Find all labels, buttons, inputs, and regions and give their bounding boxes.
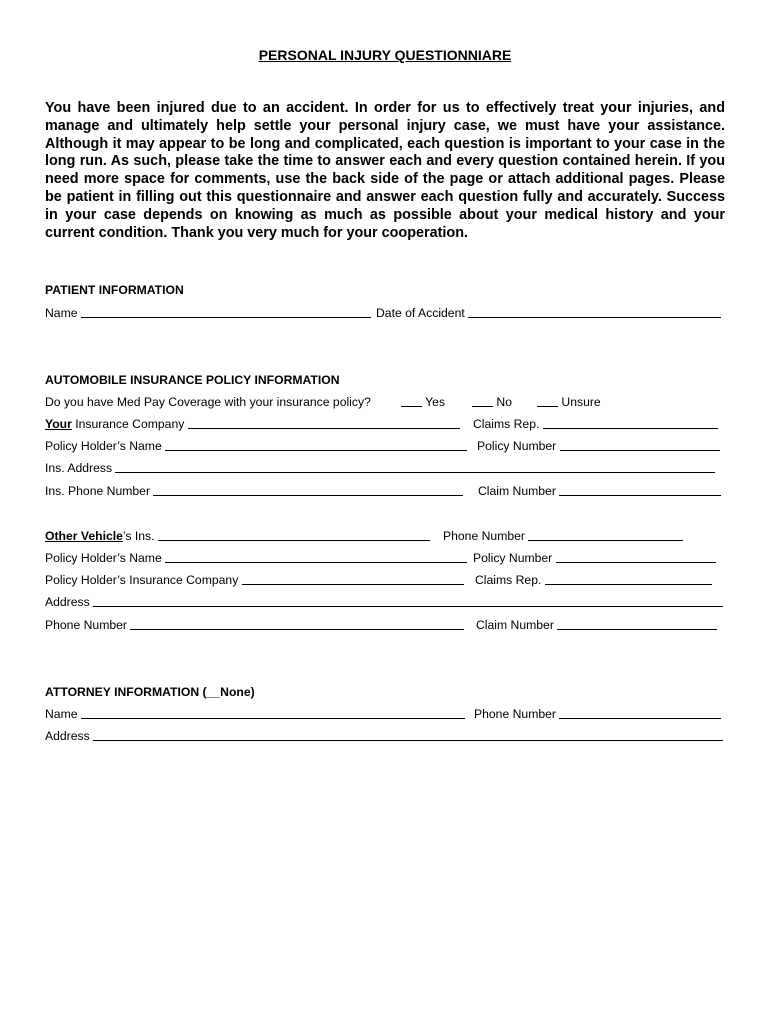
other-vehicle-word: Other Vehicle [45,529,123,543]
medpay-no-label: No [496,395,512,409]
accident-date-label: Date of Accident [376,306,465,320]
your-policy-number-field [477,439,720,453]
other-claim-number-field [476,618,717,632]
other-policy-number-field [473,551,716,565]
your-insurance-company-field [45,417,460,431]
attorney-address-label: Address [45,729,90,743]
patient-section-heading: PATIENT INFORMATION [45,283,184,297]
patient-name-input[interactable] [81,306,371,318]
medpay-unsure-label: Unsure [561,395,601,409]
medpay-no-option[interactable] [472,395,512,409]
ins-address-input[interactable] [115,461,715,473]
medpay-yes-blank[interactable] [401,395,422,407]
attorney-address-input[interactable] [93,729,723,741]
other-claims-rep-label: Claims Rep. [475,573,542,587]
other-policy-number-input[interactable] [556,551,716,563]
holder-ins-company-field [45,573,464,587]
other-phone-number-input[interactable] [130,618,464,630]
medpay-unsure-blank[interactable] [537,395,558,407]
attorney-name-input[interactable] [81,707,465,719]
other-address-field [45,595,723,609]
attorney-phone-field [474,707,721,721]
other-phone-number-field [45,618,464,632]
medpay-yes-label: Yes [425,395,446,409]
ins-phone-input[interactable] [153,484,463,496]
accident-date-input[interactable] [468,306,721,318]
other-address-input[interactable] [93,595,723,607]
other-phone-label: Phone Number [443,529,525,543]
your-policy-number-label: Policy Number [477,439,557,453]
your-claims-rep-label: Claims Rep. [473,417,540,431]
page-title: PERSONAL INJURY QUESTIONNIARE [258,47,512,63]
other-vehicle-ins-field [45,529,430,543]
ins-address-label: Ins. Address [45,461,113,475]
medpay-unsure-option[interactable] [537,395,601,409]
your-word: Your [45,417,72,431]
intro-paragraph: You have been injured due to an accident. In order for us to effectively treat your injuries, and manage and ultimately help settle your personal injury case, we must have your assistance. Although it may appear to be long and complicated, each question is important to your case in the long run. As such, please take the time to answer each and every question contained herein. If you need more space for comments, use the back side of the page or attach additional pages. Please be patient in filling out this questionnaire and answer each question fully and accurately. Success in your case depends on knowing as much as possible about your medical history and your current condition. Thank you very much for your cooperation. [45,100,725,241]
accident-date-field [376,306,721,320]
your-insurance-company-input[interactable] [188,417,460,429]
your-claim-number-input[interactable] [559,484,721,496]
other-policy-holder-label: Policy Holder’s Name [45,551,162,565]
attorney-address-field [45,729,723,743]
attorney-phone-input[interactable] [559,707,721,719]
ins-phone-label: Ins. Phone Number [45,484,151,498]
your-insurance-company-label: Insurance Company [71,417,185,431]
your-claims-rep-input[interactable] [543,417,718,429]
your-claims-rep-field [473,417,718,431]
auto-section-heading: AUTOMOBILE INSURANCE POLICY INFORMATION [45,373,340,387]
other-phone-number-label: Phone Number [45,618,127,632]
other-vehicle-ins-input[interactable] [158,529,430,541]
other-claim-number-label: Claim Number [476,618,554,632]
your-policy-number-input[interactable] [560,439,720,451]
holder-ins-company-label: Policy Holder’s Insurance Company [45,573,239,587]
other-phone-field [443,529,683,543]
other-claim-number-input[interactable] [557,618,717,630]
other-vehicle-ins-label: ’s Ins. [122,529,155,543]
attorney-section-heading: ATTORNEY INFORMATION (__None) [45,685,255,699]
holder-ins-company-input[interactable] [242,573,464,585]
your-claim-number-field [478,484,721,498]
other-policy-holder-field [45,551,467,565]
patient-name-field [45,306,371,320]
your-policy-holder-input[interactable] [165,439,467,451]
other-claims-rep-field [475,573,712,587]
ins-address-field [45,461,715,475]
your-policy-holder-label: Policy Holder’s Name [45,439,162,453]
medpay-no-blank[interactable] [472,395,493,407]
other-phone-input[interactable] [528,529,683,541]
attorney-phone-label: Phone Number [474,707,556,721]
other-address-label: Address [45,595,90,609]
medpay-question: Do you have Med Pay Coverage with your insurance policy? [45,395,371,409]
other-policy-number-label: Policy Number [473,551,553,565]
patient-name-label: Name [45,306,78,320]
your-claim-number-label: Claim Number [478,484,556,498]
medpay-yes-option[interactable] [401,395,445,409]
other-policy-holder-input[interactable] [165,551,467,563]
ins-phone-field [45,484,463,498]
attorney-name-label: Name [45,707,78,721]
your-policy-holder-field [45,439,467,453]
attorney-name-field [45,707,465,721]
other-claims-rep-input[interactable] [545,573,712,585]
